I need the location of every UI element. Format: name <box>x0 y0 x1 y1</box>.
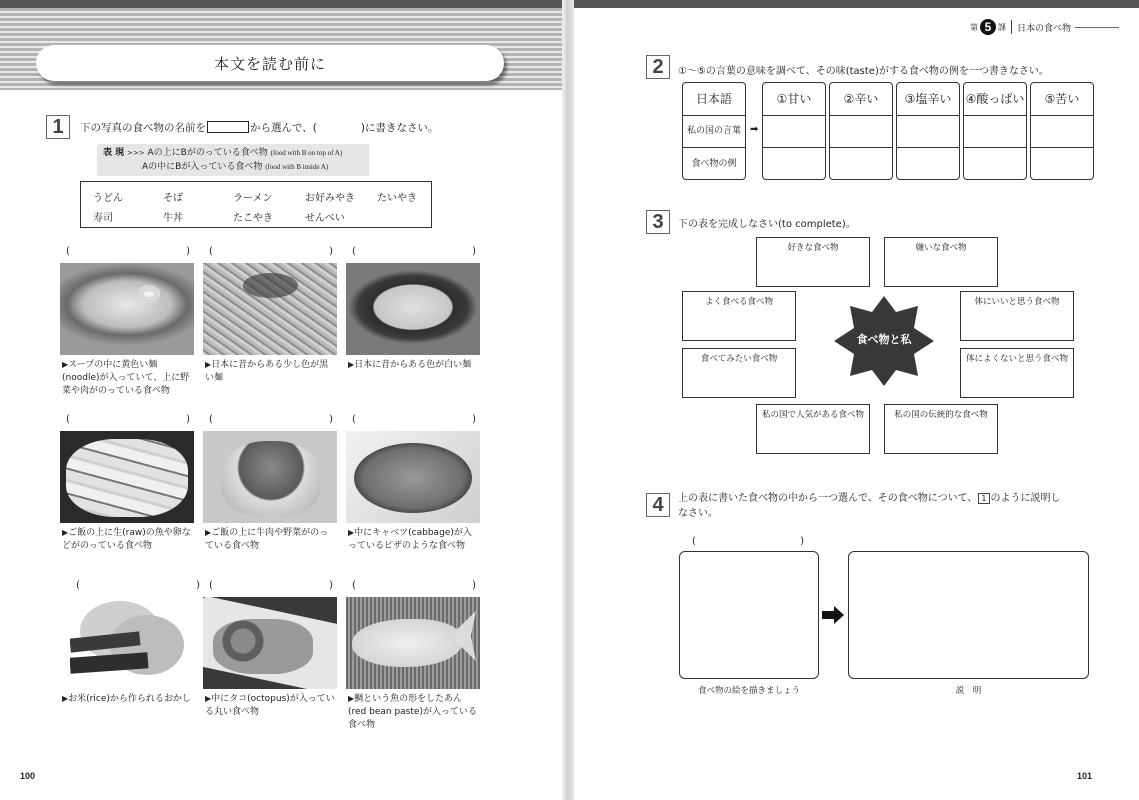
page-number-right: 101 <box>1077 771 1093 781</box>
answer-cell[interactable] <box>763 116 825 149</box>
answer-cell[interactable] <box>1031 116 1093 149</box>
word-ramen: ラーメン <box>233 193 273 204</box>
senbei-photo <box>70 597 184 689</box>
q4-instruction: 上の表に書いた食べ物の中から一つ選んで、その食べ物について、 1 のように説明し なさい。 <box>678 493 1061 519</box>
word-taiyaki: たいやき <box>377 193 417 204</box>
answer-cell[interactable] <box>897 148 959 181</box>
gyudon-photo <box>203 431 337 523</box>
food-caption: ご飯の上に生(raw)の魚や卵などがのっている食べ物 <box>62 528 191 551</box>
q1-instruction: 下の写真の食べ物の名前を から選んで、( )に書きなさい。 <box>80 122 439 134</box>
taste-column-bitter: ⑤苦い <box>1030 82 1094 180</box>
answer-cell[interactable] <box>964 148 1026 181</box>
word-soba: そば <box>163 193 183 204</box>
taiyaki-photo <box>346 597 480 689</box>
q2-instruction: ①〜⑤の言葉の意味を調べて、その味(taste)がする食べ物の例を一つ書きなさい。 <box>678 66 1049 77</box>
food-caption: 中にタコ(octopus)が入っている丸い食べ物 <box>205 694 335 717</box>
box-healthy-food[interactable]: 体にいいと思う食べ物 <box>960 291 1074 341</box>
box-want-to-try-food[interactable]: 食べてみたい食べ物 <box>682 348 796 398</box>
food-caption: ご飯の上に牛肉や野菜がのっている食べ物 <box>205 528 329 551</box>
section-title-banner <box>36 45 504 81</box>
food-item-sushi: ( ) ▶ご飯の上に生(raw)の魚や卵などがのっている食べ物 <box>60 414 194 553</box>
question-number-2: 2 <box>646 55 670 79</box>
food-caption: 中にキャベツ(cabbage)が入っているピザのような食べ物 <box>348 528 472 551</box>
chapter-number-badge: 5 <box>980 19 996 35</box>
box-popular-food[interactable]: 私の国で人気がある食べ物 <box>756 404 870 454</box>
word-gyudon: 牛丼 <box>163 213 183 224</box>
takoyaki-photo <box>203 597 337 689</box>
answer-cell[interactable] <box>763 148 825 181</box>
taste-column-sweet: ①甘い <box>762 82 826 180</box>
taste-column-spicy: ②辛い <box>829 82 893 180</box>
chapter-title: 日本の食べ物 <box>1017 23 1072 34</box>
expression-hint-box: 表 現 >>> Aの上にBがのっている食べ物 (food with B on top of A) Aの中にBが入っている食べ物 (food with B inside A) <box>97 144 369 176</box>
taste-row-labels: 日本語 私の国の言葉 食べ物の例 <box>682 82 746 180</box>
page-number-left: 100 <box>20 771 36 781</box>
question-number-3: 3 <box>646 210 670 234</box>
taste-column-salty: ③塩辛い <box>896 82 960 180</box>
word-okonomiyaki: お好みやき <box>305 193 355 204</box>
food-item-soba: ( ) ▶日本に昔からある少し色が黒い麺 <box>203 246 337 385</box>
left-page <box>0 0 562 800</box>
top-bar <box>0 0 562 8</box>
food-caption: お米(rice)から作られるおかし <box>68 694 191 704</box>
word-sushi: 寿司 <box>93 213 113 224</box>
answer-cell[interactable] <box>964 116 1026 149</box>
answer-blank[interactable]: ( ) <box>66 414 190 425</box>
section-title: 本文を読む前に <box>213 54 326 73</box>
chapter-header: 第 5 課 日本の食べ物 <box>970 19 1119 35</box>
box-often-eaten-food[interactable]: よく食べる食べ物 <box>682 291 796 341</box>
food-caption: 鯛という魚の形をしたあん(red bean paste)が入っている食べ物 <box>348 694 477 730</box>
answer-blank[interactable]: ( ) <box>66 246 190 257</box>
word-senbei: せんべい <box>305 213 345 224</box>
answer-cell[interactable] <box>830 148 892 181</box>
word-bank <box>80 181 432 228</box>
food-item-taiyaki: ( ) ▶鯛という魚の形をしたあん(red bean paste)が入っている食べ物 <box>346 580 480 732</box>
answer-cell[interactable] <box>897 116 959 149</box>
question-number-4: 4 <box>646 493 670 517</box>
answer-blank[interactable]: ( ) <box>352 246 476 257</box>
answer-blank[interactable]: ( ) <box>76 580 200 591</box>
top-bar <box>574 0 1139 8</box>
question-number-1: 1 <box>46 115 70 139</box>
sushi-photo <box>60 431 194 523</box>
answer-cell[interactable] <box>830 116 892 149</box>
box-disliked-food[interactable]: 嫌いな食べ物 <box>884 237 998 287</box>
ramen-photo <box>60 263 194 355</box>
answer-cell[interactable] <box>1031 148 1093 181</box>
food-item-ramen: ( ) ▶スープの中に黄色い麺(noodle)が入っていて、上に野菜や肉がのっている食べ物 <box>60 246 194 398</box>
soba-photo <box>203 263 337 355</box>
food-item-takoyaki: ( ) ▶中にタコ(octopus)が入っている丸い食べ物 <box>203 580 337 719</box>
question-1-reference: 1 <box>978 493 989 504</box>
right-page <box>574 0 1139 800</box>
word-udon: うどん <box>93 193 123 204</box>
answer-blank[interactable]: ( ) <box>352 414 476 425</box>
box-traditional-food[interactable]: 私の国の伝統的な食べ物 <box>884 404 998 454</box>
food-item-udon: ( ) ▶日本に昔からある色が白い麺 <box>346 246 480 372</box>
food-caption: スープの中に黄色い麺(noodle)が入っていて、上に野菜や肉がのっている食べ物 <box>62 360 190 396</box>
drawing-area[interactable] <box>679 551 819 679</box>
description-caption: 説 明 <box>955 686 982 696</box>
drawing-caption: 食べ物の絵を描きましょう <box>697 686 800 696</box>
arrow-right-icon <box>822 606 844 624</box>
answer-blank[interactable]: ( ) <box>209 580 333 591</box>
okonomiyaki-photo <box>346 431 480 523</box>
description-area[interactable] <box>848 551 1089 679</box>
answer-blank[interactable]: ( ) <box>209 414 333 425</box>
q3-instruction: 下の表を完成しなさい(to complete)。 <box>678 219 856 230</box>
book-gutter <box>562 0 574 800</box>
food-caption: 日本に昔からある少し色が黒い麺 <box>205 360 329 383</box>
box-favorite-food[interactable]: 好きな食べ物 <box>756 237 870 287</box>
taste-column-sour: ④酸っぱい <box>963 82 1027 180</box>
word-box-reference <box>207 121 249 133</box>
food-item-okonomiyaki: ( ) ▶中にキャベツ(cabbage)が入っているピザのような食べ物 <box>346 414 480 553</box>
food-item-gyudon: ( ) ▶ご飯の上に牛肉や野菜がのっている食べ物 <box>203 414 337 553</box>
box-unhealthy-food[interactable]: 体によくないと思う食べ物 <box>960 348 1074 398</box>
word-takoyaki: たこやき <box>233 213 273 224</box>
food-item-senbei: ( ) ▶お米(rice)から作られるおかし <box>70 580 204 706</box>
answer-blank[interactable]: ( ) <box>352 580 476 591</box>
udon-photo <box>346 263 480 355</box>
answer-blank[interactable]: ( ) <box>209 246 333 257</box>
food-caption: 日本に昔からある色が白い麺 <box>354 360 472 370</box>
answer-blank[interactable]: ( ) <box>692 536 804 547</box>
mindmap-center-label: 食べ物と私 <box>856 333 912 346</box>
arrow-right-icon: ➡ <box>750 124 759 135</box>
